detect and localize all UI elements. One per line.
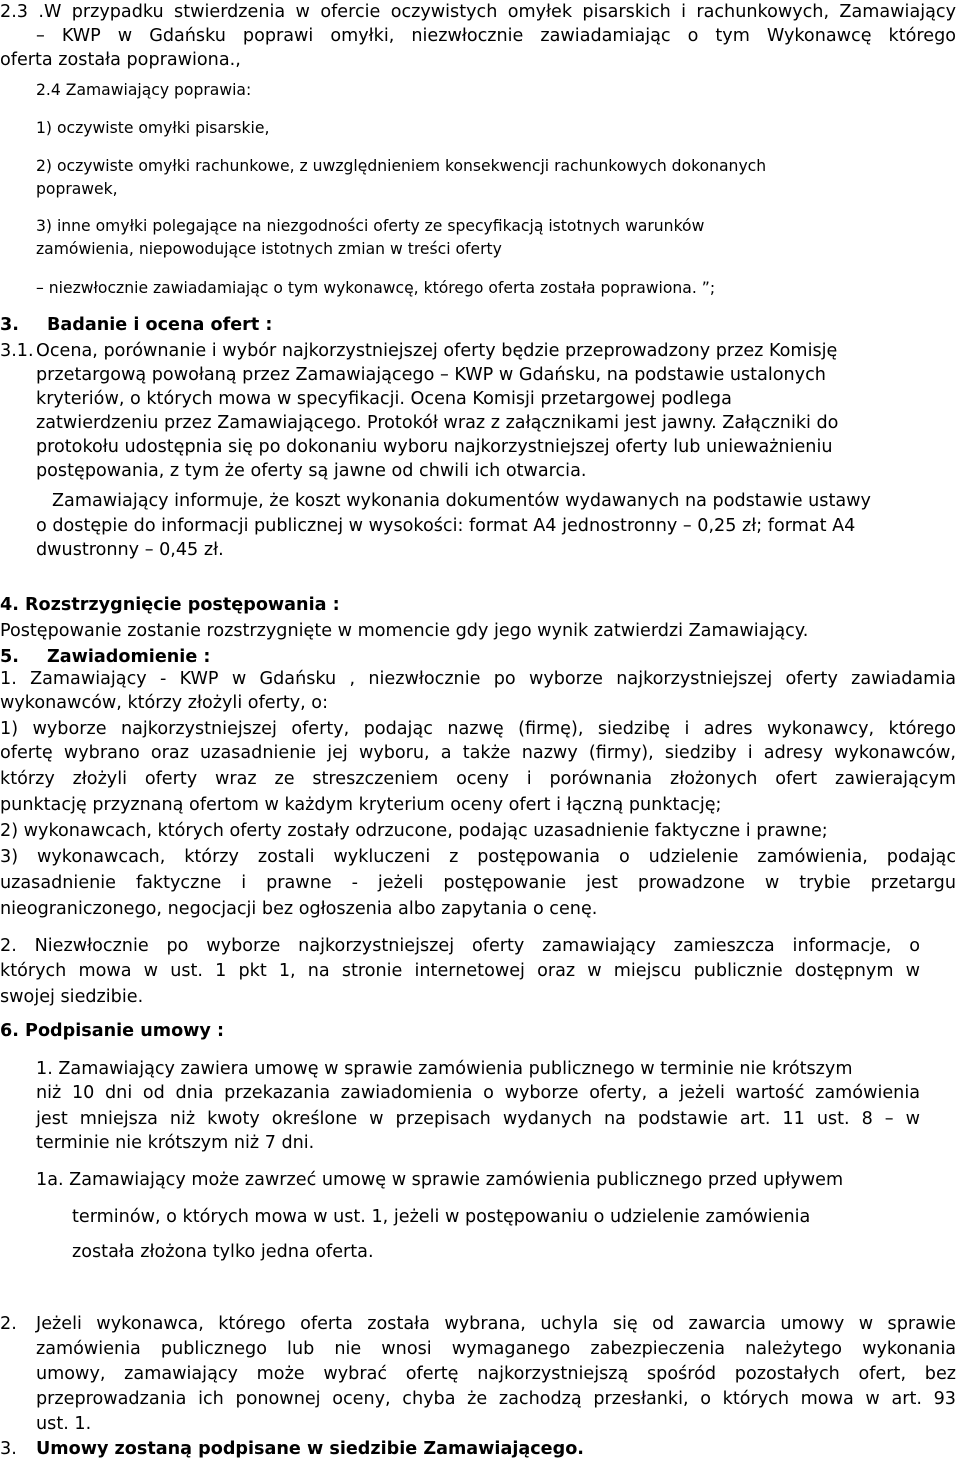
fee-paragraph-line: Zamawiający informuje, że koszt wykonania dokumentów wydawanych na podstawie ustawy (52, 491, 871, 511)
section-5-paragraph-line: wykonawców, którzy złożyli oferty, o: (0, 693, 329, 713)
section-6-2-line: ust. 1. (36, 1414, 92, 1434)
section-2-3-line-2: – KWP w Gdańsku poprawi omyłki, niezwłocznie zawiadamiając o tym Wykonawcę którego (36, 26, 956, 46)
section-4-heading: Rozstrzygnięcie postępowania : (25, 595, 340, 615)
section-5-paragraph-line: 1) wyborze najkorzystniejszej oferty, podając nazwę (firmę), siedzibę i adres wykonawcy, którego (0, 719, 956, 739)
section-6-1-line: niż 10 dni od dnia przekazania zawiadomienia o wyborze oferty, a jeżeli wartość zamówienia (36, 1083, 920, 1103)
section-5-number: 5. (0, 647, 19, 667)
list-item-3-line-2: zamówienia, niepowodujące istotnych zmian w treści oferty (36, 240, 502, 258)
section-6-2-line: Jeżeli wykonawca, którego oferta została wybrana, uchyla się od zawarcia umowy w sprawie (36, 1314, 956, 1334)
section-6-3-text: Umowy zostaną podpisane w siedzibie Zamawiającego. (36, 1439, 584, 1459)
section-2-3-line-3: oferta została poprawiona., (0, 50, 241, 70)
section-5-paragraph-line: 3) wykonawcach, którzy zostali wykluczeni z postępowania o udzielenie zamówienia, podając (0, 847, 956, 867)
list-item-3-line-1: 3) inne omyłki polegające na niezgodności oferty ze specyfikacją istotnych warunków (36, 217, 705, 235)
section-5-paragraph-line: 2) wykonawcach, których oferty zostały odrzucone, podając uzasadnienie faktyczne i prawne; (0, 821, 828, 841)
section-6-1a-line: została złożona tylko jedna oferta. (72, 1242, 374, 1262)
section-6-1-line: terminie nie krótszym niż 7 dni. (36, 1133, 315, 1153)
section-3-heading: Badanie i ocena ofert : (47, 315, 273, 335)
section-5-paragraph-line: 1. Zamawiający - KWP w Gdańsku , niezwłocznie po wyborze najkorzystniejszej oferty zawiadamia (0, 669, 956, 689)
fee-paragraph-line: o dostępie do informacji publicznej w wysokości: format A4 jednostronny – 0,25 zł; format A4 (36, 516, 856, 536)
section-3-1-line: zatwierdzeniu przez Zamawiającego. Protokół wraz z załącznikami jest jawny. Załączniki do (36, 413, 839, 433)
fee-paragraph-line: dwustronny – 0,45 zł. (36, 540, 224, 560)
list-item-1: 1) oczywiste omyłki pisarskie, (36, 119, 270, 137)
section-5-paragraph-2-line: swojej siedzibie. (0, 987, 144, 1007)
section-5-paragraph-line: którzy złożyli oferty wraz ze streszczeniem oceny i porównania złożonych ofert zawierającym (0, 769, 956, 789)
section-3-number: 3. (0, 315, 19, 335)
section-2-3-line-1: 2.3 .W przypadku stwierdzenia w ofercie oczywistych omyłek pisarskich i rachunkowych, Zamawiający (0, 2, 956, 22)
section-6-1-line: 1. Zamawiający zawiera umowę w sprawie zamówienia publicznego w terminie nie krótszym (36, 1059, 853, 1079)
section-6-2-line: umowy, zamawiający może wybrać ofertę najkorzystniejszą spośród pozostałych ofert, bez (36, 1364, 956, 1384)
section-6-1a-line: 1a. Zamawiający może zawrzeć umowę w sprawie zamówienia publicznego przed upływem (36, 1170, 844, 1190)
section-6-2-line: przeprowadzania ich ponownej oceny, chyba że zachodzą przesłanki, o których mowa w art. 93 (36, 1389, 956, 1409)
section-5-paragraph-line: nieograniczonego, negocjacji bez ogłoszenia albo zapytania o cenę. (0, 899, 598, 919)
section-5-paragraph-2-line: których mowa w ust. 1 pkt 1, na stronie internetowej oraz w miejscu publicznie dostępnym w (0, 961, 920, 981)
section-3-1-line: Ocena, porównanie i wybór najkorzystniejszej oferty będzie przeprowadzony przez Komisję (36, 341, 838, 361)
section-6-heading: 6. Podpisanie umowy : (0, 1021, 225, 1041)
section-4-number: 4. (0, 595, 19, 615)
section-6-1a-line: terminów, o których mowa w ust. 1, jeżeli w postępowaniu o udzielenie zamówienia (72, 1207, 811, 1227)
section-3-1-line: protokołu udostępnia się po dokonaniu wyboru najkorzystniejszej oferty lub unieważnieniu (36, 437, 833, 457)
list-item-2-line-1: 2) oczywiste omyłki rachunkowe, z uwzględnieniem konsekwencji rachunkowych dokonanych (36, 157, 767, 175)
notification-clause: – niezwłocznie zawiadamiając o tym wykonawcę, którego oferta została poprawiona. ”; (36, 279, 716, 297)
section-2-4-title: 2.4 Zamawiający poprawia: (36, 81, 252, 99)
section-5-heading: Zawiadomienie : (47, 647, 211, 667)
section-3-1-line: przetargową powołaną przez Zamawiającego – KWP w Gdańsku, na podstawie ustalonych (36, 365, 826, 385)
section-6-2-number: 2. (0, 1314, 17, 1334)
section-6-2-line: zamówienia publicznego lub nie wnosi wymaganego zabezpieczenia należytego wykonania (36, 1339, 956, 1359)
section-3-1-line: kryteriów, o których mowa w specyfikacji. Ocena Komisji przetargowej podlega (36, 389, 732, 409)
section-5-paragraph-line: uzasadnienie faktyczne i prawne - jeżeli postępowanie jest prowadzone w trybie przetargu (0, 873, 956, 893)
section-5-paragraph-line: punktację przyznaną ofertom w każdym kryterium oceny ofert i łączną punktację; (0, 795, 722, 815)
section-4-text: Postępowanie zostanie rozstrzygnięte w momencie gdy jego wynik zatwierdzi Zamawiający. (0, 621, 809, 641)
list-item-2-line-2: poprawek, (36, 180, 118, 198)
section-3-1-number: 3.1. (0, 341, 34, 361)
section-3-1-line: postępowania, z tym że oferty są jawne od chwili ich otwarcia. (36, 461, 587, 481)
section-6-3-number: 3. (0, 1439, 17, 1459)
section-5-paragraph-line: ofertę wybrano oraz uzasadnienie jej wyboru, a także nazwy (firmy), siedziby i adresy wykonawców, (0, 743, 956, 763)
section-5-paragraph-2-line: 2. Niezwłocznie po wyborze najkorzystniejszej oferty zamawiający zamieszcza informacje, o (0, 936, 920, 956)
section-6-1-line: jest mniejsza niż kwoty określone w przepisach wydanych na podstawie art. 11 ust. 8 – w (36, 1109, 920, 1129)
